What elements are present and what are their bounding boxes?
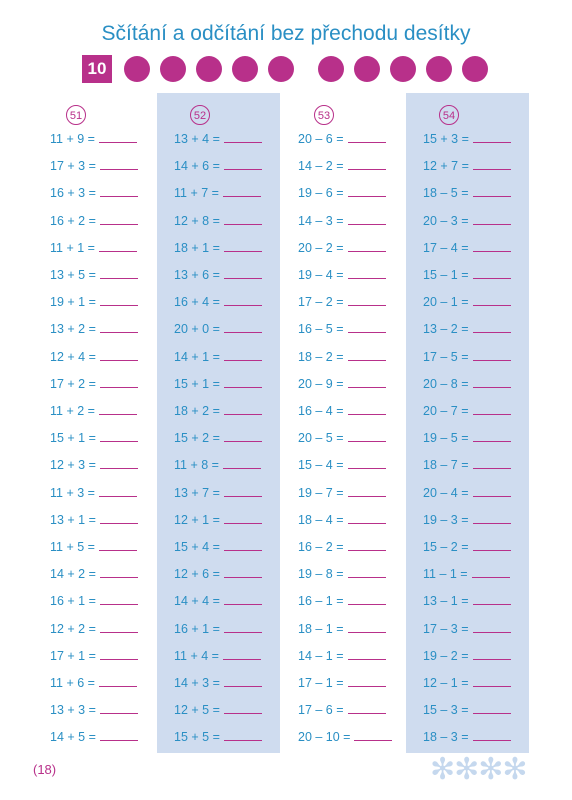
problem-row [50, 565, 138, 583]
answer-blank[interactable] [473, 349, 511, 361]
problem-row [298, 402, 386, 420]
problem-expression: 19 – 6 = [298, 186, 344, 201]
problem-expression: 17 – 1 = [298, 676, 344, 690]
answer-blank[interactable] [223, 648, 261, 660]
problem-row [298, 157, 386, 175]
problem-expression: 17 – 3 = [423, 621, 469, 636]
problem-row [50, 157, 138, 175]
problem-expression: 15 + 2 = [174, 431, 220, 446]
problem-expression: 18 – 3 = [423, 730, 469, 745]
problem-expression: 20 – 2 = [298, 240, 344, 255]
problem-expression: 11 + 8 = [174, 458, 219, 473]
problem-row [174, 212, 262, 230]
answer-blank[interactable] [100, 321, 138, 333]
answer-blank[interactable] [473, 267, 511, 279]
answer-blank[interactable] [348, 403, 386, 415]
answer-blank[interactable] [224, 702, 262, 714]
problem-row [423, 212, 511, 230]
problem-row [174, 266, 262, 284]
answer-blank[interactable] [348, 321, 386, 333]
problem-expression: 20 – 9 = [298, 376, 344, 391]
problem-expression: 13 + 6 = [174, 268, 220, 282]
answer-blank[interactable] [348, 213, 386, 225]
problem-expression: 14 – 1 = [298, 648, 344, 663]
answer-blank[interactable] [100, 566, 138, 578]
problem-expression: 16 + 3 = [50, 186, 96, 201]
problem-row [174, 511, 262, 529]
problem-row [174, 674, 262, 692]
answer-blank[interactable] [224, 213, 262, 225]
problem-expression: 13 – 2 = [423, 322, 469, 337]
problem-row [423, 293, 511, 311]
page-number: (18) [33, 762, 57, 777]
answer-blank[interactable] [473, 185, 511, 197]
problem-row [50, 701, 138, 719]
page-title: Sčítání a odčítání bez přechodu desítky [101, 22, 471, 45]
problem-row [298, 130, 386, 148]
problem-row [423, 348, 511, 366]
answer-blank[interactable] [224, 430, 262, 442]
answer-blank[interactable] [473, 593, 511, 605]
exercise-number: 51 [66, 105, 86, 125]
problem-row [423, 456, 511, 474]
problem-row [174, 130, 262, 148]
problem-expression: 19 – 8 = [298, 567, 344, 582]
problem-expression: 11 + 6 = [50, 676, 95, 690]
problem-row [174, 647, 261, 665]
answer-blank[interactable] [100, 729, 138, 741]
answer-blank[interactable] [224, 321, 262, 333]
progress-dot [124, 56, 150, 82]
problem-expression: 11 + 7 = [174, 186, 219, 201]
answer-blank[interactable] [473, 240, 511, 252]
problem-row [423, 184, 511, 202]
problem-expression: 12 + 6 = [174, 567, 220, 582]
progress-dot [462, 56, 488, 82]
answer-blank[interactable] [224, 131, 262, 143]
problem-row [50, 212, 138, 230]
answer-blank[interactable] [224, 675, 262, 687]
problem-expression: 15 + 1 = [50, 431, 96, 446]
problem-row [298, 511, 386, 529]
problem-expression: 19 – 3 = [423, 512, 469, 527]
problem-expression: 12 + 8 = [174, 213, 220, 228]
problem-row [298, 375, 386, 393]
problem-expression: 13 + 7 = [174, 485, 220, 500]
answer-blank[interactable] [224, 376, 262, 388]
problem-row [298, 429, 386, 447]
problem-row [50, 484, 137, 502]
problem-row [298, 348, 386, 366]
answer-blank[interactable] [224, 403, 262, 415]
answer-blank[interactable] [348, 593, 386, 605]
problem-row [174, 157, 262, 175]
problem-row [298, 184, 386, 202]
problem-expression: 11 + 9 = [50, 132, 95, 146]
problem-row [174, 701, 262, 719]
exercise-column-51 [33, 93, 156, 753]
problem-expression: 12 + 7 = [423, 159, 469, 174]
problem-expression: 12 + 4 = [50, 349, 96, 364]
problem-row [50, 511, 138, 529]
problem-row [174, 293, 262, 311]
problem-row [423, 620, 511, 638]
answer-blank[interactable] [99, 539, 137, 551]
problem-row [50, 266, 138, 284]
problem-expression: 16 – 4 = [298, 404, 344, 418]
answer-blank[interactable] [473, 512, 511, 524]
answer-blank[interactable] [473, 158, 511, 170]
problem-expression: 11 + 3 = [50, 485, 95, 500]
answer-blank[interactable] [100, 512, 138, 524]
problem-expression: 15 – 2 = [423, 540, 469, 554]
answer-blank[interactable] [348, 376, 386, 388]
answer-blank[interactable] [100, 185, 138, 197]
problem-row [423, 511, 511, 529]
answer-blank[interactable] [473, 675, 511, 687]
problem-expression: 20 – 5 = [298, 431, 344, 446]
exercise-number: 52 [190, 105, 210, 125]
progress-dot [390, 56, 416, 82]
problem-row [298, 565, 386, 583]
problem-expression: 17 + 1 = [50, 648, 96, 663]
problem-expression: 14 – 2 = [298, 159, 344, 174]
problem-expression: 16 – 2 = [298, 540, 344, 554]
problem-expression: 12 + 1 = [174, 512, 220, 527]
problem-expression: 16 + 1 = [50, 594, 96, 609]
answer-blank[interactable] [224, 729, 262, 741]
problem-row [423, 239, 511, 257]
progress-dot [268, 56, 294, 82]
answer-blank[interactable] [348, 621, 386, 633]
problem-row [298, 266, 386, 284]
problem-expression: 17 + 3 = [50, 159, 96, 174]
answer-blank[interactable] [99, 240, 137, 252]
problem-expression: 17 + 2 = [50, 376, 96, 391]
problem-expression: 19 + 1 = [50, 295, 96, 310]
problem-row [298, 620, 386, 638]
answer-blank[interactable] [473, 376, 511, 388]
answer-blank[interactable] [224, 294, 262, 306]
problem-row [50, 592, 138, 610]
answer-blank[interactable] [224, 349, 262, 361]
progress-dot [426, 56, 452, 82]
problem-expression: 14 + 6 = [174, 159, 220, 174]
problem-row [50, 620, 138, 638]
problem-row [423, 647, 511, 665]
exercise-column-52 [157, 93, 280, 753]
answer-blank[interactable] [348, 240, 386, 252]
problem-expression: 15 – 4 = [298, 458, 344, 473]
problem-row [174, 239, 262, 257]
problem-expression: 16 + 4 = [174, 295, 220, 310]
problem-row [298, 456, 386, 474]
answer-blank[interactable] [348, 675, 386, 687]
problem-row [423, 565, 510, 583]
problem-row [423, 266, 511, 284]
problem-row [50, 538, 137, 556]
problem-expression: 13 + 5 = [50, 268, 96, 282]
problem-row [298, 701, 386, 719]
problem-row [50, 674, 137, 692]
decorative-stars: ✻✻✻✻ [430, 753, 527, 786]
problem-row [423, 674, 511, 692]
problem-row [50, 647, 138, 665]
answer-blank[interactable] [473, 294, 511, 306]
answer-blank[interactable] [100, 158, 138, 170]
level-badge: 10 [82, 55, 112, 83]
problem-row [423, 402, 511, 420]
problem-row [174, 456, 261, 474]
problem-row [50, 239, 137, 257]
problem-row [423, 538, 511, 556]
exercise-number: 53 [314, 105, 334, 125]
problem-row [174, 375, 262, 393]
answer-blank[interactable] [100, 648, 138, 660]
problem-expression: 20 – 10 = [298, 730, 351, 745]
answer-blank[interactable] [473, 485, 511, 497]
problem-expression: 20 – 1 = [423, 295, 469, 310]
problem-row [50, 130, 137, 148]
problem-row [50, 320, 138, 338]
answer-blank[interactable] [100, 430, 138, 442]
problem-row [50, 293, 138, 311]
problem-row [174, 620, 262, 638]
answer-blank[interactable] [100, 349, 138, 361]
problem-expression: 11 + 5 = [50, 540, 95, 554]
problem-row [174, 592, 262, 610]
problem-row [174, 728, 262, 746]
problem-row [298, 538, 386, 556]
answer-blank[interactable] [473, 403, 511, 415]
problem-row [298, 484, 386, 502]
answer-blank[interactable] [224, 240, 262, 252]
problem-row [50, 348, 138, 366]
problem-expression: 20 – 7 = [423, 404, 469, 418]
answer-blank[interactable] [224, 566, 262, 578]
problem-expression: 17 – 5 = [423, 349, 469, 364]
problem-row [174, 402, 262, 420]
problem-row [423, 429, 511, 447]
problem-expression: 13 + 2 = [50, 322, 96, 337]
problem-expression: 14 + 3 = [174, 676, 220, 690]
answer-blank[interactable] [348, 485, 386, 497]
problem-expression: 11 + 2 = [50, 404, 95, 418]
problem-expression: 20 + 0 = [174, 322, 220, 337]
answer-blank[interactable] [348, 512, 386, 524]
problem-expression: 19 – 4 = [298, 268, 344, 282]
answer-blank[interactable] [100, 593, 138, 605]
problem-expression: 18 – 4 = [298, 512, 344, 527]
problem-expression: 20 – 6 = [298, 132, 344, 146]
problem-row [298, 239, 386, 257]
problem-expression: 15 + 3 = [423, 132, 469, 146]
answer-blank[interactable] [99, 485, 137, 497]
problem-row [423, 592, 511, 610]
problem-row [174, 429, 262, 447]
problem-expression: 16 – 1 = [298, 594, 344, 609]
problem-row [50, 728, 138, 746]
answer-blank[interactable] [100, 267, 138, 279]
problem-row [298, 647, 386, 665]
problem-row [50, 429, 138, 447]
problem-expression: 18 – 1 = [298, 621, 344, 636]
problem-expression: 18 + 1 = [174, 240, 220, 255]
problem-expression: 11 + 1 = [50, 240, 95, 255]
answer-blank[interactable] [473, 131, 511, 143]
answer-blank[interactable] [473, 457, 511, 469]
problem-expression: 16 – 5 = [298, 322, 344, 337]
problem-row [423, 701, 511, 719]
answer-blank[interactable] [473, 321, 511, 333]
exercise-column-53 [281, 93, 404, 753]
problem-row [50, 184, 138, 202]
answer-blank[interactable] [223, 185, 261, 197]
problem-expression: 18 + 2 = [174, 404, 220, 418]
answer-blank[interactable] [348, 430, 386, 442]
problem-row [50, 456, 138, 474]
exercise-number: 54 [439, 105, 459, 125]
problem-expression: 17 – 6 = [298, 703, 344, 718]
answer-blank[interactable] [354, 729, 392, 741]
problem-expression: 15 – 1 = [423, 268, 469, 282]
problem-row [423, 375, 511, 393]
problem-row [174, 348, 262, 366]
answer-blank[interactable] [473, 539, 511, 551]
problem-expression: 17 – 2 = [298, 295, 344, 310]
answer-blank[interactable] [224, 512, 262, 524]
problem-expression: 13 + 3 = [50, 703, 96, 718]
problem-expression: 11 + 4 = [174, 648, 219, 663]
problem-expression: 18 – 7 = [423, 458, 469, 473]
problem-row [174, 565, 262, 583]
answer-blank[interactable] [100, 457, 138, 469]
problem-expression: 19 – 5 = [423, 431, 469, 446]
progress-dot [232, 56, 258, 82]
problem-row [174, 184, 261, 202]
answer-blank[interactable] [224, 267, 262, 279]
answer-blank[interactable] [100, 294, 138, 306]
answer-blank[interactable] [348, 457, 386, 469]
problem-expression: 20 – 4 = [423, 485, 469, 500]
answer-blank[interactable] [348, 566, 386, 578]
problem-expression: 14 + 1 = [174, 349, 220, 364]
problem-row [174, 484, 262, 502]
problem-expression: 15 – 3 = [423, 703, 469, 718]
answer-blank[interactable] [223, 457, 261, 469]
problem-row [423, 484, 511, 502]
problem-expression: 12 + 3 = [50, 458, 96, 473]
problem-expression: 20 – 8 = [423, 376, 469, 391]
answer-blank[interactable] [224, 158, 262, 170]
progress-dot [318, 56, 344, 82]
problem-row [423, 130, 511, 148]
problem-expression: 16 + 2 = [50, 213, 96, 228]
answer-blank[interactable] [99, 131, 137, 143]
problem-row [50, 402, 137, 420]
answer-blank[interactable] [224, 593, 262, 605]
answer-blank[interactable] [472, 566, 510, 578]
progress-dot [160, 56, 186, 82]
problem-row [298, 728, 392, 746]
problem-row [298, 293, 386, 311]
problem-expression: 17 – 4 = [423, 240, 469, 255]
answer-blank[interactable] [473, 213, 511, 225]
answer-blank[interactable] [348, 185, 386, 197]
answer-blank[interactable] [224, 485, 262, 497]
problem-expression: 15 + 1 = [174, 376, 220, 391]
answer-blank[interactable] [99, 403, 137, 415]
problem-row [298, 674, 386, 692]
answer-blank[interactable] [348, 131, 386, 143]
problem-row [50, 375, 138, 393]
problem-expression: 15 + 5 = [174, 730, 220, 745]
problem-row [298, 212, 386, 230]
progress-dot [354, 56, 380, 82]
problem-expression: 19 – 7 = [298, 485, 344, 500]
problem-expression: 16 + 1 = [174, 621, 220, 636]
answer-blank[interactable] [224, 539, 262, 551]
problem-row [298, 320, 386, 338]
problem-expression: 12 – 1 = [423, 676, 469, 690]
progress-dot [196, 56, 222, 82]
problem-expression: 15 + 4 = [174, 540, 220, 554]
problem-row [423, 728, 511, 746]
answer-blank[interactable] [100, 702, 138, 714]
answer-blank[interactable] [100, 376, 138, 388]
problem-expression: 19 – 2 = [423, 648, 469, 663]
answer-blank[interactable] [473, 648, 511, 660]
problem-expression: 13 – 1 = [423, 594, 469, 609]
answer-blank[interactable] [348, 158, 386, 170]
answer-blank[interactable] [100, 213, 138, 225]
answer-blank[interactable] [99, 675, 137, 687]
answer-blank[interactable] [348, 539, 386, 551]
problem-expression: 20 – 3 = [423, 213, 469, 228]
answer-blank[interactable] [473, 621, 511, 633]
answer-blank[interactable] [348, 294, 386, 306]
problem-expression: 13 + 4 = [174, 132, 220, 146]
problem-expression: 14 + 4 = [174, 594, 220, 609]
answer-blank[interactable] [348, 648, 386, 660]
answer-blank[interactable] [473, 430, 511, 442]
problem-row [174, 538, 262, 556]
problem-expression: 18 – 5 = [423, 186, 469, 201]
answer-blank[interactable] [348, 267, 386, 279]
problem-expression: 14 – 3 = [298, 213, 344, 228]
problem-expression: 13 + 1 = [50, 512, 96, 527]
answer-blank[interactable] [473, 702, 511, 714]
problem-expression: 14 + 2 = [50, 567, 96, 582]
problem-row [423, 320, 511, 338]
answer-blank[interactable] [348, 349, 386, 361]
problem-row [423, 157, 511, 175]
answer-blank[interactable] [100, 621, 138, 633]
problem-expression: 12 + 2 = [50, 621, 96, 636]
answer-blank[interactable] [224, 621, 262, 633]
problem-expression: 12 + 5 = [174, 703, 220, 718]
problem-expression: 11 – 1 = [423, 567, 468, 582]
answer-blank[interactable] [473, 729, 511, 741]
answer-blank[interactable] [348, 702, 386, 714]
problem-row [298, 592, 386, 610]
exercise-column-54 [406, 93, 529, 753]
problem-row [174, 320, 262, 338]
problem-expression: 18 – 2 = [298, 349, 344, 364]
problem-expression: 14 + 5 = [50, 730, 96, 745]
